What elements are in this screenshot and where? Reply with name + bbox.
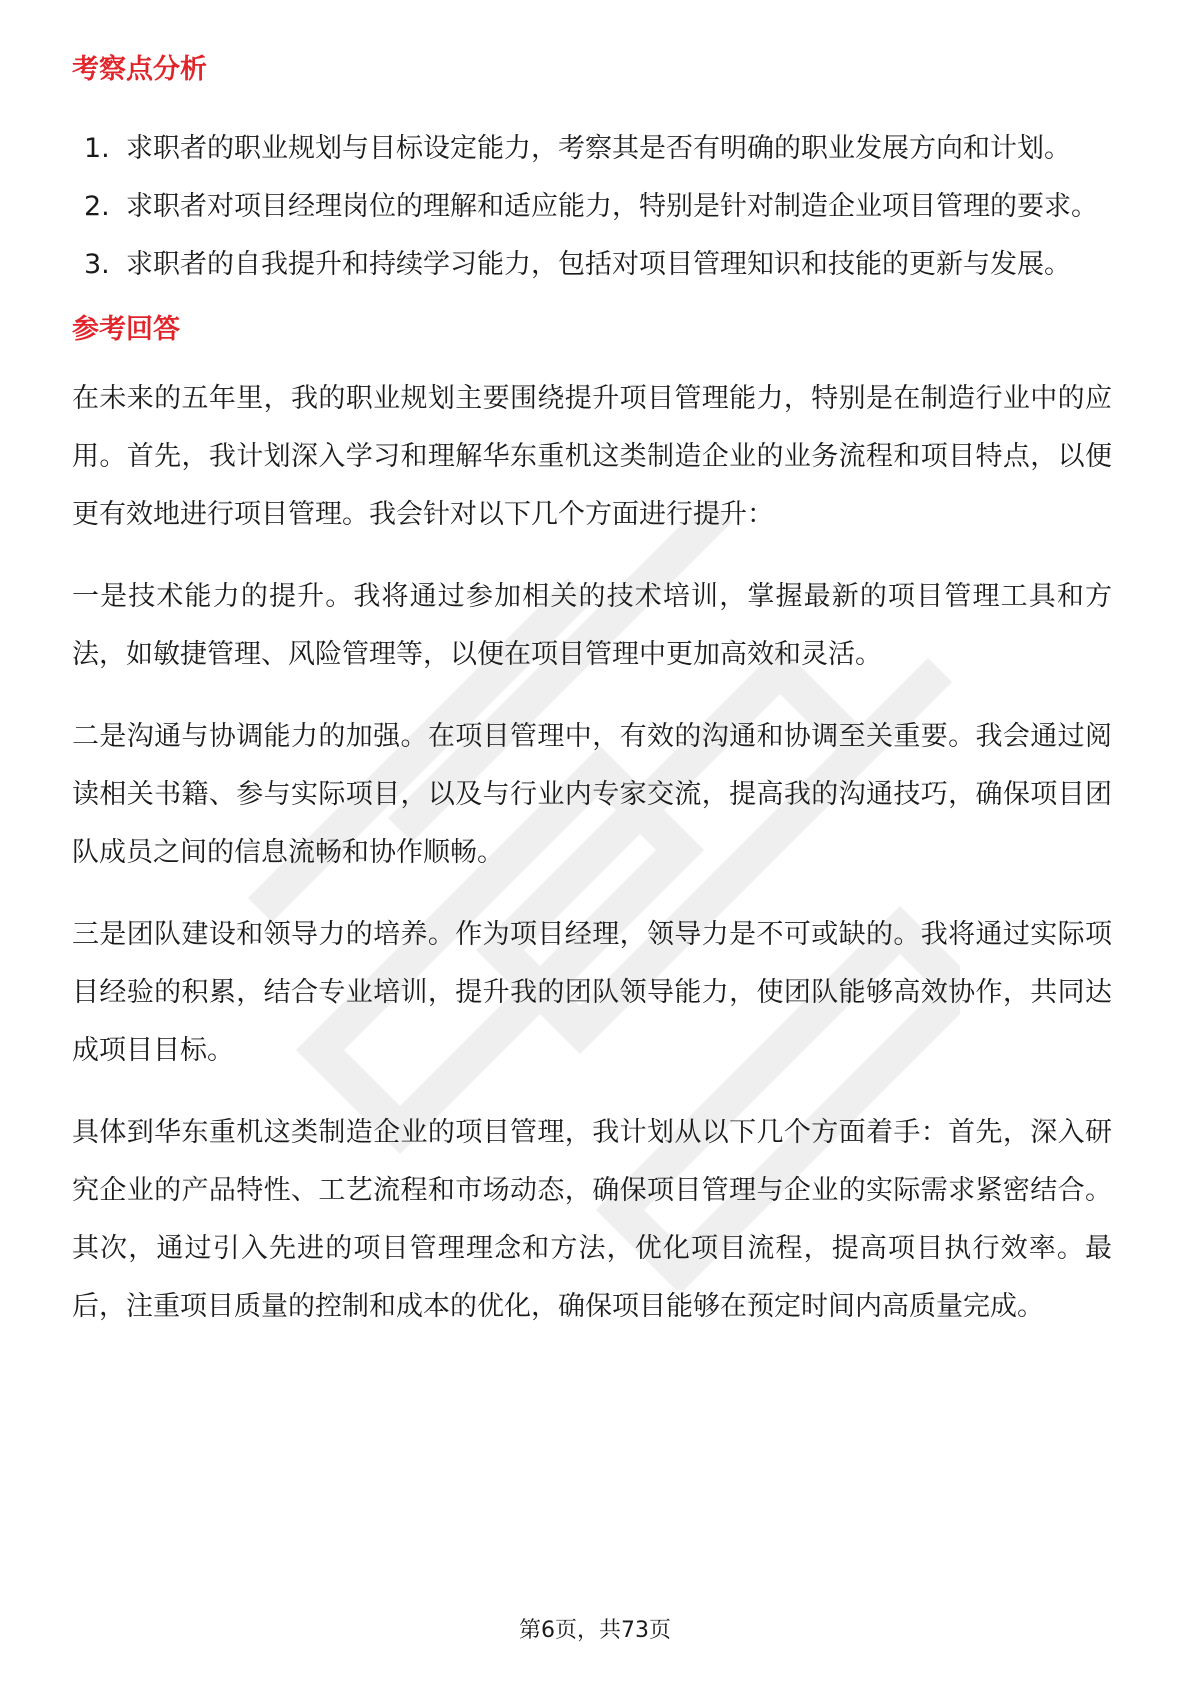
list-item-number: 1. [84,133,110,164]
page-number: 第6页，共73页 [519,1618,671,1643]
list-item-text: 求职者的职业规划与目标设定能力，考察其是否有明确的职业发展方向和计划。 [126,133,1071,164]
list-item-number: 3. [84,249,110,280]
list-item-text: 求职者的自我提升和持续学习能力，包括对项目管理知识和技能的更新与发展。 [126,249,1071,280]
answer-heading: 参考回答 [72,314,180,345]
analysis-heading: 考察点分析 [72,54,207,85]
answer-paragraph: 三是团队建设和领导力的培养。作为项目经理，领导力是不可或缺的。我将通过实际项目经验的积累，结合专业培训，提升我的团队领导能力，使团队能够高效协作，共同达成项目目标。 [72,919,1112,1066]
answer-paragraph: 一是技术能力的提升。我将通过参加相关的技术培训，掌握最新的项目管理工具和方法，如敏捷管理、风险管理等，以便在项目管理中更加高效和灵活。 [72,581,1112,670]
list-item-text: 求职者对项目经理岗位的理解和适应能力，特别是针对制造企业项目管理的要求。 [126,191,1098,222]
answer-paragraph: 具体到华东重机这类制造企业的项目管理，我计划从以下几个方面着手：首先，深入研究企业的产品特性、工艺流程和市场动态，确保项目管理与企业的实际需求紧密结合。其次，通过引入先进的项目管理理念和方法，优化项目流程，提高项目执行效率。最后，注重项目质量的控制和成本的优化，确保项目能够在预定时间内高质量完成。 [72,1117,1112,1322]
main-content [72,48,1112,1336]
list-item [72,236,1112,294]
list-item [72,178,1112,236]
list-item-number: 2. [84,191,110,222]
answer-paragraph: 在未来的五年里，我的职业规划主要围绕提升项目管理能力，特别是在制造行业中的应用。首先，我计划深入学习和理解华东重机这类制造企业的业务流程和项目特点，以便更有效地进行项目管理。我会针对以下几个方面进行提升： [72,383,1112,530]
analysis-list [72,120,1112,294]
list-item [72,120,1112,178]
answer-paragraph: 二是沟通与协调能力的加强。在项目管理中，有效的沟通和协调至关重要。我会通过阅读相关书籍、参与实际项目，以及与行业内专家交流，提高我的沟通技巧，确保项目团队成员之间的信息流畅和协作顺畅。 [72,721,1112,868]
